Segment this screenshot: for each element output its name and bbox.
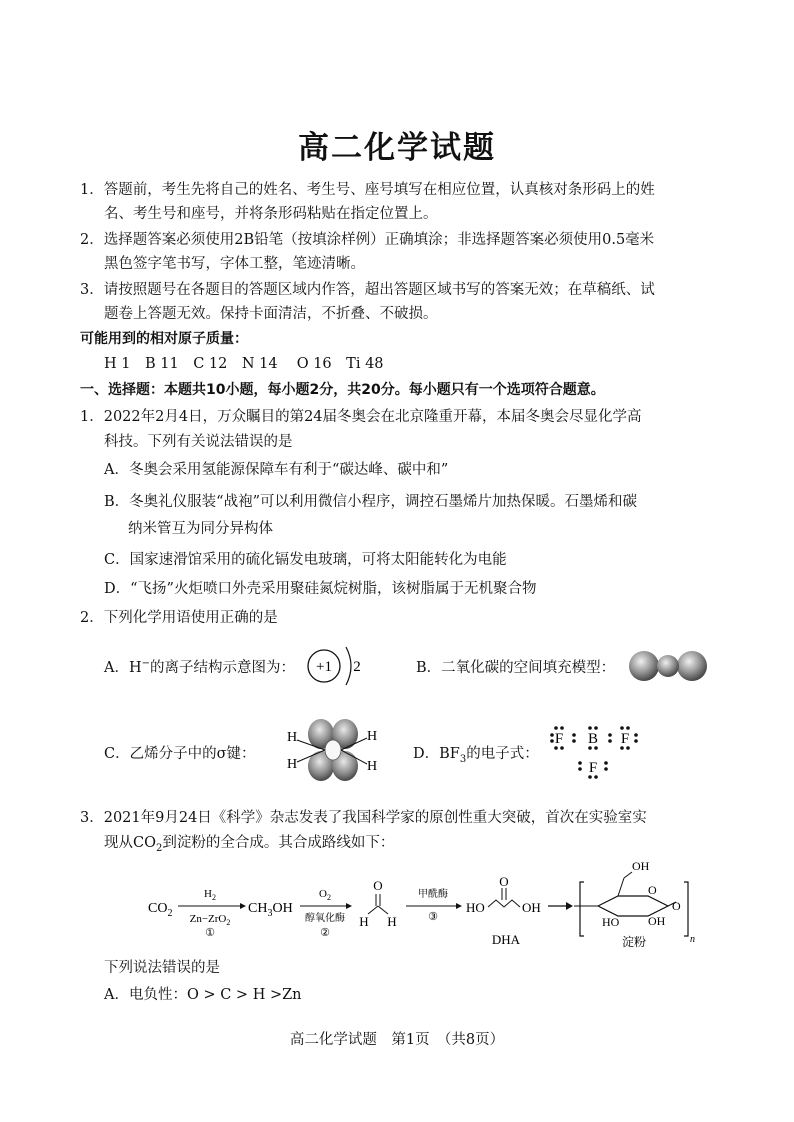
- q1-option-b-line-2: 纳米管互为同分异构体: [128, 521, 273, 537]
- route-step2-enzyme: 醇氧化酶: [305, 913, 345, 924]
- svg-text:O: O: [373, 878, 383, 893]
- route-step1-catalyst: Zn−ZrO$_2$: [189, 913, 231, 927]
- instruction-2-line-1: 2．选择题答案必须使用2B铅笔（按填涂样例）正确填涂；非选择题答案必须使用0.5毫米: [80, 232, 655, 248]
- route-methanol: $CH_3OH$: [248, 901, 293, 919]
- route-step2-number: ②: [320, 927, 330, 939]
- svg-text:HO: HO: [602, 915, 620, 929]
- q2-a-prefix: A．H: [104, 660, 142, 676]
- fluorine-right: F: [620, 731, 630, 747]
- dha-label: DHA: [491, 932, 521, 947]
- svg-text:O: O: [499, 874, 509, 889]
- q2-option-b: B．二氧化碳的空间填充模型：: [416, 660, 616, 676]
- q1-option-c: C．国家速滑馆采用的硫化镉发电玻璃，可将太阳能转化为电能: [104, 552, 507, 568]
- q1-option-a: A．冬奥会采用氢能源保障车有利于“碳达峰、碳中和”: [104, 462, 449, 478]
- instruction-3-line-1: 3．请按照题号在各题目的答题区域内作答，超出答题区域书写的答案无效；在草稿纸、试: [80, 282, 655, 298]
- formaldehyde-structure: [359, 878, 396, 929]
- fluorine-bottom: F: [588, 760, 598, 776]
- q1-option-d: D．“飞扬”火炬喷口外壳采用聚硅氮烷树脂，该树脂属于无机聚合物: [104, 581, 537, 597]
- q3-option-a: A．电负性：O > C > H >Zn: [104, 987, 302, 1003]
- route-arrow-2-head: [346, 903, 352, 909]
- q2-d-prefix: D．BF: [413, 746, 460, 762]
- page-title: 高二化学试题: [298, 130, 496, 166]
- q3-stem-prefix: 现从CO: [104, 835, 156, 851]
- page-footer: 高二化学试题 第1页 （共8页）: [289, 1032, 505, 1048]
- q2-option-c: C．乙烯分子中的σ键：: [104, 746, 256, 762]
- svg-text:O: O: [672, 899, 681, 913]
- route-co2: $CO_2$: [148, 901, 173, 919]
- nucleus-charge: +1: [316, 659, 332, 675]
- h-atom-3: H: [367, 729, 378, 744]
- route-step2-reagent: $O_2$: [319, 888, 331, 902]
- co2-space-filling-model: [628, 648, 710, 684]
- instruction-3-line-2: 题卷上答题无效。保持卡面清洁，不折叠、不破损。: [104, 306, 438, 322]
- route-step3-number: ③: [428, 911, 438, 923]
- q2-a-charge: −: [141, 658, 151, 670]
- q3-stem-line-1: 3．2021年9月24日《科学》杂志发表了我国科学家的原创性重大突破，首次在实验室实: [80, 810, 647, 826]
- q1-option-b-line-1: B．冬奥礼仪服装“战袍”可以利用微信小程序，调控石墨烯片加热保暖。石墨烯和碳: [104, 494, 637, 510]
- route-arrow-1-head: [240, 903, 246, 909]
- svg-text:HO: HO: [466, 900, 485, 915]
- q2-d-subscript: 3: [459, 753, 467, 765]
- fluorine-left: F: [554, 731, 564, 747]
- h-atom-4: H: [367, 759, 378, 774]
- starch-structure: [574, 859, 695, 949]
- sigma-overlap: [325, 740, 341, 760]
- q1-stem-line-1: 1．2022年2月4日，万众瞩目的第24届冬奥会在北京隆重开幕，本届冬奥会尽显化学高: [80, 409, 642, 425]
- route-arrow-3-head: [456, 903, 462, 909]
- starch-synthesis-route: [140, 852, 700, 952]
- hydride-ion-structure-diagram: [304, 642, 366, 690]
- route-step3-enzyme: 甲酰酶: [418, 889, 448, 900]
- boron-center: B: [587, 731, 599, 747]
- bf3-electron-dot-formula: [548, 718, 644, 780]
- q3-stem-subscript: 2: [155, 842, 163, 854]
- q2-a-suffix: 的离子结构示意图为：: [150, 660, 296, 676]
- q2-option-a: [104, 656, 295, 677]
- q1-stem-line-2: 科技。下列有关说法错误的是: [104, 434, 293, 450]
- instruction-2-line-2: 黑色签字笔书写，字体工整，笔迹清晰。: [104, 256, 365, 272]
- oxygen-atom-left: [629, 651, 659, 681]
- atomic-mass-heading: 可能用到的相对原子质量：: [80, 331, 248, 347]
- q3-stem-suffix: 到淀粉的全合成。其合成路线如下：: [162, 835, 395, 851]
- route-arrow-4-head: [566, 902, 573, 910]
- atomic-mass-list: H 1 B 11 C 12 N 14 O 16 Ti 48: [104, 356, 384, 372]
- svg-text:OH: OH: [648, 914, 666, 928]
- route-step1-reagent: $H_2$: [204, 888, 216, 902]
- svg-text:n: n: [690, 934, 695, 945]
- ethylene-sigma-bond-diagram: [283, 716, 379, 784]
- q2-option-d: [413, 742, 539, 765]
- svg-text:OH: OH: [632, 859, 650, 873]
- electron-shell-arc: [346, 647, 351, 685]
- dha-structure: [466, 874, 541, 947]
- svg-text:H: H: [387, 914, 397, 929]
- svg-text:H: H: [359, 914, 369, 929]
- h-atom-2: H: [287, 757, 298, 772]
- instruction-1-line-1: 1．答题前，考生先将自己的姓名、考生号、座号填写在相应位置，认真核对条形码上的姓: [80, 182, 655, 198]
- route-step1-number: ①: [205, 927, 215, 939]
- q2-d-suffix: 的电子式：: [466, 746, 539, 762]
- oxygen-atom-right: [677, 651, 707, 681]
- h-atom-1: H: [287, 730, 298, 745]
- q2-stem: 2．下列化学用语使用正确的是: [80, 610, 278, 626]
- instruction-1-line-2: 名、考生号和座号，并将条形码粘贴在指定位置上。: [104, 206, 438, 222]
- q3-ask: 下列说法错误的是: [104, 960, 220, 976]
- svg-text:OH: OH: [522, 900, 541, 915]
- section-1-heading: 一、选择题：本题共10小题，每小题2分，共20分。每小题只有一个选项符合题意。: [80, 382, 605, 398]
- shell-electron-count: 2: [353, 659, 361, 675]
- svg-text:O: O: [648, 883, 657, 897]
- carbon-atom: [657, 655, 679, 677]
- starch-label: 淀粉: [621, 935, 647, 949]
